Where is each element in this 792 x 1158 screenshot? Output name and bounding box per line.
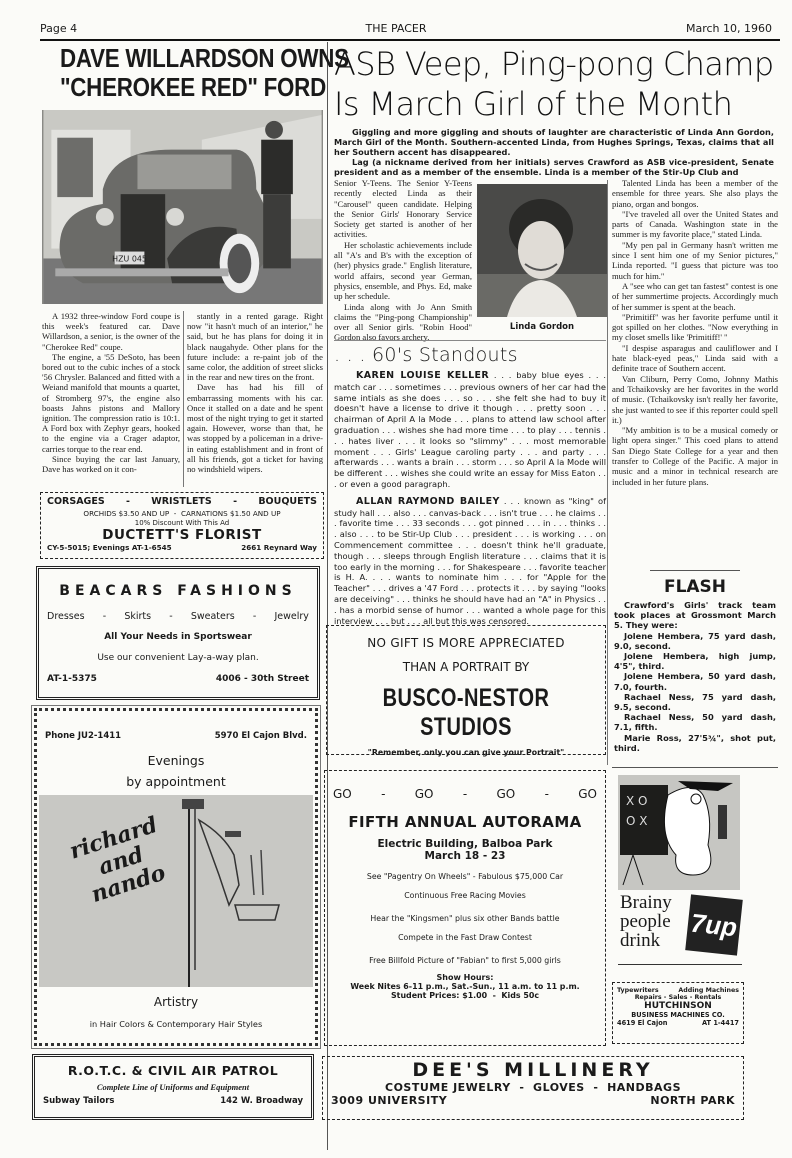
beacars-phone: AT-1-5375 — [47, 674, 97, 684]
florist-discount: 10% Discount With This Ad — [134, 519, 230, 527]
flash-rule — [650, 570, 740, 571]
dave-article-headline — [40, 43, 349, 106]
headline-line: ASB Veep, Ping-pong Champ — [334, 45, 774, 83]
dave-article-column-2 — [187, 311, 323, 474]
autorama-dates: March 18 - 23 — [424, 850, 506, 862]
paragraph: stantly in a rented garage. Right now "it hasn't much of an interior," he said, but he has plans for doing it in black naugahyde. Other plans for the future include: a re-paint job of the same color, the addition of street slicks in the rear and new tires on the front. — [187, 311, 323, 383]
beacars-name: BEACARS FASHIONS — [59, 583, 297, 599]
autorama-hours-label: Show Hours: — [436, 973, 494, 982]
ad-item: Skirts — [124, 611, 152, 622]
paragraph: "I despise asparagus and cauliflower and I hate black-eyed peas," Linda said with a definite trace of Southern accent. — [612, 342, 778, 374]
standout-text: . . . baby blue eyes . . . match car . . . sometimes . . . previous owners of her car had the same intials as she does . . . so . . . she felt she had to buy it doesn't have a license to drive it though . . . pretty soon . . . chairman of April A la Mode . . . plans to attend law school after graduation . . . wishes she had more time . . . to play . . . tennis . . . hates liver . . . it looks so "slimmy" . . . most memorable moment . . . Girls' League caroling party . . . and party . . . afterwards . . . wants a brain . . . storm . . . so April A la Mode will be different . . . wishes she could write an essay for Miss Eaton . . . or even a good paragraph. — [334, 370, 606, 489]
ad-item: WRISTLETS — [151, 496, 212, 507]
salon-services: in Hair Colors & Contemporary Hair Styles — [89, 1019, 263, 1029]
florist-address: 2661 Reynard Way — [241, 543, 317, 552]
autorama-venue: Electric Building, Balboa Park — [377, 838, 553, 850]
slogan-line: drink — [620, 930, 661, 951]
paragraph: Linda along with Jo Ann Smith claims the "Ping-pong Championship" over all Senior girls. "Robin Hood" Gordon also favors archery. — [334, 301, 472, 343]
salon-phone: Phone JU2-1411 — [45, 731, 122, 741]
busco-line-2: THAN A PORTRAIT BY — [402, 660, 530, 674]
paragraph: "I've traveled all over the United States and parts of Canada. Washington state in the summer is my favorite place," stated Linda. — [612, 208, 778, 240]
linda-gordon-photo — [477, 184, 607, 317]
go-word: GO — [333, 787, 352, 801]
rotc-address: 142 W. Broadway — [220, 1096, 303, 1106]
paragraph: A 1932 three-window Ford coupe is this week's featured car. Dave Willardson, a senior, is the owner of the "Cherokee Red" coupe. — [42, 311, 180, 352]
paragraph: "My pen pal in Germany hasn't written me since I sent him one of my Senior pictures," Linda reported. "I guess that picture was too much for him." — [612, 239, 778, 281]
autorama-prices: Student Prices: $1.00 - Kids 50c — [390, 991, 539, 1000]
slogan-line: Brainy — [620, 892, 672, 913]
busco-line-1: NO GIFT IS MORE APPRECIATED — [367, 636, 565, 650]
florist-phone: CY-5-5015; Evenings AT-1-6545 — [47, 543, 172, 552]
separator: - — [125, 496, 130, 507]
rotc-civil-air-patrol-ad — [32, 1054, 314, 1120]
masthead-rule — [40, 39, 780, 41]
flash-body — [614, 600, 776, 753]
sevenup-rule — [618, 964, 742, 965]
asb-article-lead — [334, 127, 774, 177]
issue-date: March 10, 1960 — [685, 22, 772, 35]
go-word: GO — [414, 787, 434, 801]
headline-line: Is March Girl of the Month — [334, 85, 733, 123]
autorama-feature: Free Billfold Picture of "Fabian" to first 5,000 girls — [369, 956, 561, 965]
paragraph: Dave has had his fill of embarrassing moments with his car. Once it stalled on a date and he spent most of the night trying to get it started again. However, worse than that, he was stopped by a policeman in a drive-in eating establishment and in front of all his friends, got a ticket for having no windshield wipers. — [187, 382, 323, 475]
newspaper-name: THE PACER — [365, 22, 427, 35]
salon-address: 5970 El Cajon Blvd. — [214, 731, 307, 741]
headline-line: DAVE WILLARDSON OWNS — [59, 43, 349, 73]
hutchinson-services: Repairs - Sales - Rentals — [634, 994, 722, 1001]
salon-evenings: Evenings — [147, 753, 205, 768]
autorama-feature: Hear the "Kingsmen" plus six other Bands battle — [370, 914, 560, 923]
paragraph: Since buying the car last January, Dave has worked on it con- — [42, 453, 180, 475]
flash-paragraph: Rachael Ness, 50 yard dash, 7.1, fifth. — [614, 712, 776, 733]
dees-items: COSTUME JEWELRY - GLOVES - HANDBAGS — [385, 1081, 681, 1094]
dees-area: NORTH PARK — [650, 1094, 735, 1107]
salon-appointment: by appointment — [126, 774, 226, 789]
photo-caption: Linda Gordon — [509, 322, 575, 332]
ad-item: Sweaters — [190, 611, 235, 622]
hutchinson-item: Adding Machines — [678, 987, 739, 994]
paragraph: Van Cliburn, Perry Como, Johnny Mathis and Tchaikovsky are her favorites in the world of music. (Tchaikovsky isn't really her favorite, she just wanted to see if this reporter could spell it.) — [612, 373, 778, 425]
paragraph: Talented Linda has been a member of the ensemble for three years. She also plays the piano, organ and bongos. — [612, 178, 778, 209]
ad-item: BOUQUETS — [258, 496, 317, 507]
hutchinson-item: Typewriters — [617, 987, 659, 994]
dees-millinery-ad — [322, 1056, 744, 1120]
hutchinson-phone: AT 1-4417 — [701, 1019, 739, 1027]
separator: - — [381, 787, 386, 801]
flash-rule — [612, 767, 778, 768]
rotc-title: R.O.T.C. & CIVIL AIR PATROL — [67, 1063, 279, 1078]
salon-artistry: Artistry — [153, 995, 199, 1009]
rotc-subtitle: Complete Line of Uniforms and Equipment — [96, 1082, 250, 1092]
ductetts-florist-ad — [40, 492, 324, 559]
salon-illustration — [39, 795, 313, 987]
separator: - — [233, 496, 238, 507]
sevenup-logo — [685, 894, 743, 955]
svg-text:X O: X O — [626, 794, 648, 808]
slogan-line: people — [620, 911, 671, 932]
standout-name: KAREN LOUISE KELLER — [356, 370, 490, 381]
hutchinson-name: HUTCHINSON — [644, 1001, 712, 1011]
ad-item: Jewelry — [274, 611, 309, 622]
separator: - — [544, 787, 549, 801]
paragraph: Senior Y-Teens. The Senior Y-Teens recently elected Linda as their "Carousel" queen candidate. Helping the Senior Girls' Honorary Service Society get started is another of her activities. — [334, 178, 472, 240]
paragraph: "Primitiff" was her favorite perfume until it got spilled on her clothes. "Now everything in my closet smells like 'Primitiff!' " — [612, 311, 778, 343]
asb-article-column-3 — [612, 178, 778, 487]
autorama-feature: Compete in the Fast Draw Contest — [398, 933, 532, 942]
flash-paragraph: Crawford's Girls' track team took places at Grossmont March 5. They were: — [614, 600, 776, 631]
asb-article-column-1 — [334, 178, 472, 343]
dees-name: DEE'S MILLINERY — [412, 1059, 654, 1081]
standouts-heading: . . . 60's Standouts — [334, 344, 518, 366]
standout-entry — [334, 496, 606, 627]
separator: - — [102, 611, 107, 622]
separator: - — [252, 611, 257, 622]
lead-paragraph: Giggling and more giggling and shouts of laughter are characteristic of Linda Ann Gordon, March Girl of the Month. Southern-accented Linda, from Hughes Springs, Texas, claims that all her Southern accent has disappeared. — [334, 127, 774, 157]
florist-prices: ORCHIDS $3.50 AND UP - CARNATIONS $1.50 AND UP — [83, 509, 281, 518]
dave-article-column-1 — [42, 311, 180, 474]
section-rule — [334, 340, 606, 341]
flash-paragraph: Rachael Ness, 75 yard dash, 9.5, second. — [614, 691, 776, 713]
dees-address: 3009 UNIVERSITY — [331, 1094, 448, 1107]
hutchinson-business-machines-ad — [612, 982, 744, 1044]
flash-heading: FLASH — [663, 577, 727, 597]
busco-name: BUSCO-NESTOR STUDIOS — [382, 684, 550, 741]
separator: - — [169, 611, 173, 622]
sevenup-slogan — [620, 893, 672, 950]
standout-text: . . . known as "king" of study hall . . . also . . . canvas-back . . . isn't true . . . he claims . . . favorite time . . . 33 seconds . . . got pinned . . . in . . . thinks . . . also . . . to be Stir-Up Club . . . president . . . is working . . . on Commencement committee . . . doesn't think he'll graduate, though . . . sleeps through English literature . . . claims that it is too early in the morning . . . for Shakespeare . . . favorite teacher is H. A. . . . wants to nominate him . . . for "Apple for the Teacher" . . . drives a '47 Ford . . . protects it . . . by saying "looks are deceiving" . . . thinks he should have had an "A" in Physics . . . has a morbid sense of humor . . . wanted a whole page for this interview . . . but . . . all but this was censored. — [334, 495, 606, 626]
salon-logo-script: richard and nando — [66, 811, 169, 908]
paragraph: The engine, a '55 DeSoto, has been bored out to the cubic inches of a stock '56 Chrysler. Balanced and fitted with a Weiand manifold that mounts a quartet, of Stromberg 97's, the engine also boasts Jahns pistons and Mallory ignition. The compression ratio is 10:1. A Ford box with Zephyr gears, hooked to the engine via a Crager adaptor, carries torque to the rear end. — [42, 351, 180, 454]
standouts-body — [334, 370, 606, 632]
beacars-address: 4006 - 30th Street — [215, 674, 309, 684]
car-photo — [42, 110, 323, 304]
lead-paragraph: Lag (a nickname derived from her initials) serves Crawford as ASB vice-president, Senate president and as a member of the ensemble. Linda is a member of the Stir-Up Club and — [334, 157, 774, 177]
florist-name: DUCTETT'S FLORIST — [102, 527, 262, 543]
svg-text:O X: O X — [626, 814, 648, 828]
go-word: GO — [496, 787, 516, 801]
hutchinson-address: 4619 El Cajon — [617, 1019, 668, 1027]
portrait-photo — [477, 184, 607, 317]
separator: - — [462, 787, 468, 801]
flash-paragraph: Jolene Hembera, high jump, 4'5", third. — [614, 651, 776, 672]
ford-coupe-photo — [42, 110, 323, 304]
column-divider — [607, 180, 608, 765]
paragraph: A "see who can get tan fastest" contest is one of her summertime projects. Accordingly much of her summer is spent at the beach. — [612, 280, 778, 312]
ad-item: CORSAGES — [47, 496, 105, 507]
autorama-feature: See "Pagentry On Wheels" - Fabulous $75,000 Car — [366, 872, 564, 881]
busco-slogan: "Remember, only you can give your Portrait" — [367, 748, 565, 757]
richard-and-nando-salon-ad — [34, 708, 318, 1046]
busco-nestor-studios-ad — [326, 625, 606, 755]
beacars-fashions-ad — [36, 566, 320, 700]
beacars-plan: Use our convenient Lay-a-way plan. — [97, 653, 259, 663]
autorama-hours: Week Nites 6-11 p.m., Sat.-Sun., 11 a.m. to 11 p.m. — [350, 982, 580, 991]
flash-paragraph: Jolene Hembera, 75 yard dash, 9.0, second. — [614, 630, 776, 651]
license-plate: HZU 045 — [112, 254, 147, 264]
hutchinson-company: BUSINESS MACHINES CO. — [631, 1011, 725, 1019]
autorama-ad — [324, 770, 606, 1046]
asb-article-headline — [334, 44, 784, 124]
column-divider — [183, 311, 184, 487]
flash-paragraph: Marie Ross, 27'5¾", shot put, third. — [614, 732, 776, 753]
autorama-title: FIFTH ANNUAL AUTORAMA — [348, 813, 582, 831]
standout-entry — [334, 370, 606, 490]
rotc-store: Subway Tailors — [43, 1096, 115, 1106]
sevenup-logo-text: 7up — [689, 907, 739, 942]
autorama-feature: Continuous Free Racing Movies — [404, 891, 526, 900]
paragraph: "My ambition is to be a musical comedy or light opera singer." This coed plans to attend San Diego State College for a year and then transfer to College of the Pacific. A major in music and a minor in technical research are included in her future plans. — [612, 425, 778, 487]
sevenup-illustration — [618, 775, 740, 890]
page-number: Page 4 — [40, 22, 78, 35]
beacars-tagline: All Your Needs in Sportswear — [104, 632, 252, 642]
standout-name: ALLAN RAYMOND BAILEY — [356, 495, 500, 507]
flash-paragraph: Jolene Hembera, 50 yard dash, 7.0, fourth. — [614, 671, 776, 692]
paragraph: Her scholastic achievements include all "A's and B's with the exception of (her) physics grade." English literature, world affairs, second year German, physics, ensemble, and Phys. Ed, make up her schedule. — [334, 239, 472, 302]
headline-line: "CHEROKEE RED" FORD — [59, 72, 326, 102]
ad-item: Dresses — [47, 611, 85, 622]
professor-cartoon — [618, 775, 740, 890]
go-word: GO — [578, 787, 597, 801]
